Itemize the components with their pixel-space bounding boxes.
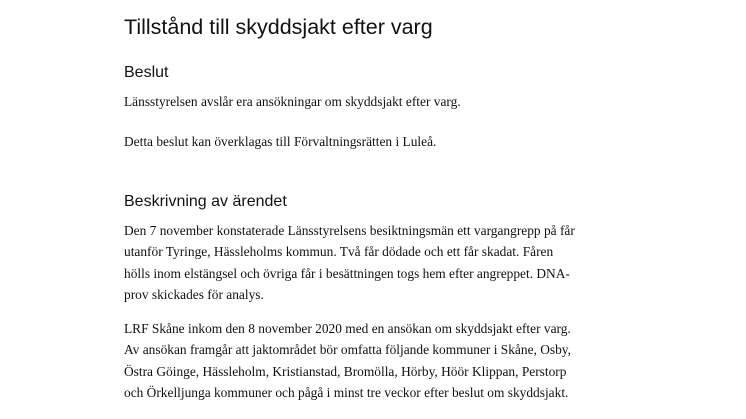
document-title: Tillstånd till skyddsjakt efter varg <box>124 15 433 39</box>
paragraph-line: hölls inom elstängsel och övriga får i besättningen togs hem efter angreppet. DNA- <box>124 265 570 281</box>
paragraph-line: utanför Tyringe, Hässleholms kommun. Två får dödade och ett får skadat. Fåren <box>124 244 554 260</box>
paragraph-line: Östra Göinge, Hässleholm, Kristianstad, Bromölla, Hörby, Höör Klippan, Perstorp <box>124 363 567 379</box>
paragraph-application <box>124 318 624 404</box>
paragraph-incident <box>124 220 624 306</box>
paragraph-line: och Örkelljunga kommuner och pågå i minst tre veckor efter beslut om skyddsjakt. <box>124 385 569 401</box>
paragraph-line: Länsstyrelsen avslår era ansökningar om skyddsjakt efter varg. <box>124 94 461 109</box>
paragraph-line: Den 7 november konstaterade Länsstyrelsens besiktningsmän ett vargangrepp på får <box>124 223 575 238</box>
paragraph-line: Av ansökan framgår att jaktområdet bör omfatta följande kommuner i Skåne, Osby, <box>124 342 571 358</box>
paragraph-line: LRF Skåne inkom den 8 november 2020 med en ansökan om skyddsjakt efter varg. <box>124 321 571 336</box>
paragraph-line: Detta beslut kan överklagas till Förvaltningsrätten i Luleå. <box>124 134 437 149</box>
section-heading-beskrivning: Beskrivning av ärendet <box>124 193 287 210</box>
paragraph-appeal <box>124 131 624 152</box>
paragraph-decision <box>124 91 624 112</box>
paragraph-line: prov skickades för analys. <box>124 287 264 303</box>
section-heading-beslut: Beslut <box>124 64 169 81</box>
